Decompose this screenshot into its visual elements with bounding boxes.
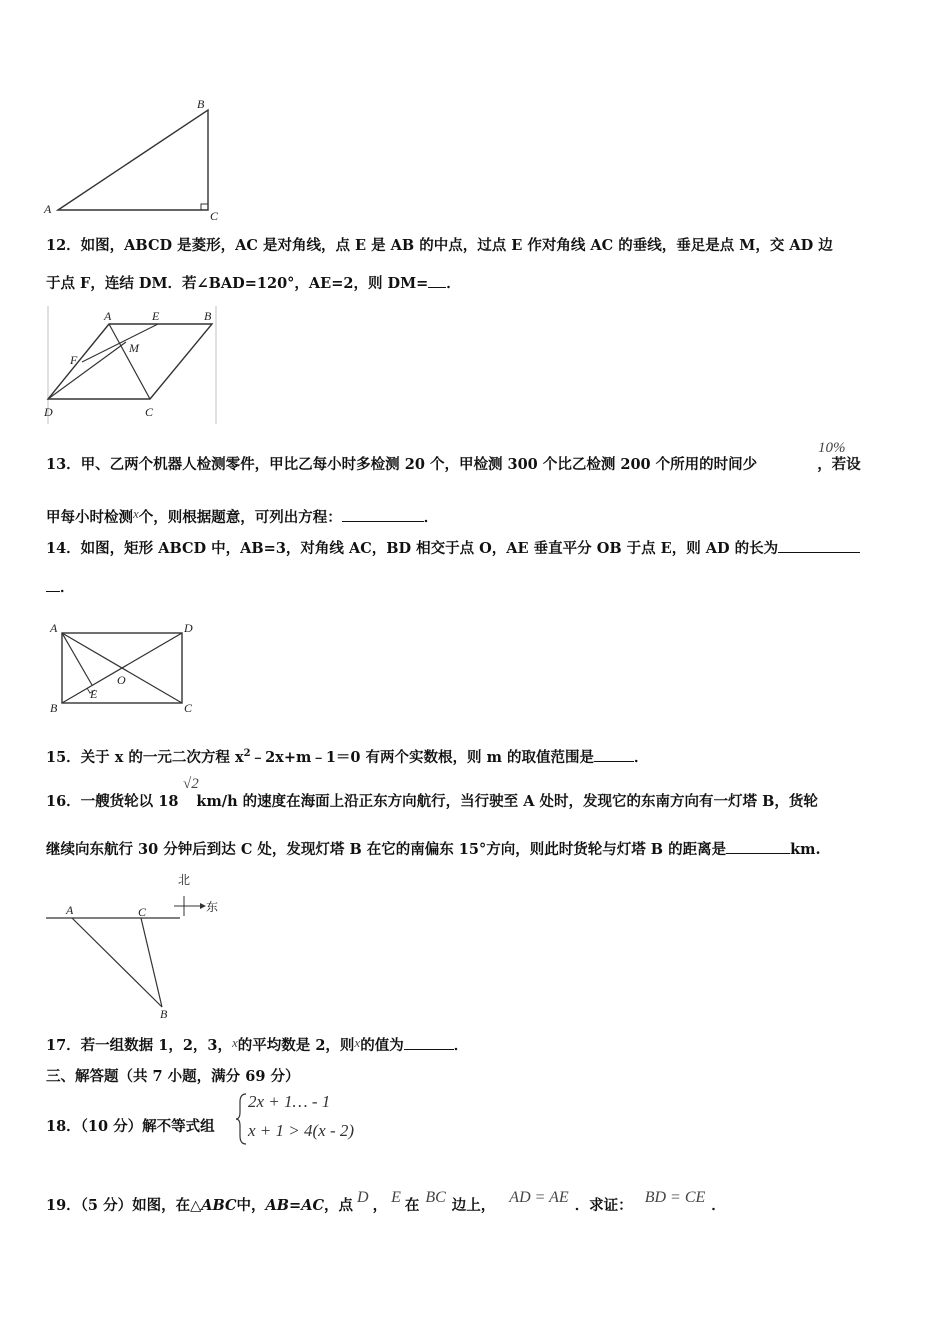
inequality-1: 2x + 1… - 1 (248, 1092, 331, 1111)
sqrt-2: √2 (183, 776, 199, 792)
question-16-text-d: km. (790, 841, 821, 858)
label-north: 北 (178, 873, 191, 887)
question-15 (46, 744, 648, 768)
label-c: C (145, 405, 154, 419)
question-19-end: ． (711, 1197, 726, 1214)
text-bian: 边上， (451, 1197, 496, 1214)
figure-rectangle (44, 618, 204, 718)
label-f: F (70, 353, 78, 367)
question-14-end: ． (60, 579, 75, 596)
label-a: A (104, 309, 112, 323)
question-13-end: ． (423, 509, 439, 526)
label-c: C (210, 209, 219, 223)
question-19-text-a: 19．（5 分）如图，在△ (46, 1197, 202, 1214)
question-17-end: ． (453, 1037, 469, 1054)
goal-bd-ce: BD = CE (644, 1189, 706, 1206)
system-brace (236, 1092, 248, 1146)
text-prove: ．求证： (574, 1197, 633, 1214)
label-b: B (160, 1007, 168, 1021)
question-15-text-b: ﹣2x+m﹣1＝0 有两个实数根，则 m 的取值范围是 (250, 748, 594, 766)
comma: ， (372, 1197, 388, 1214)
condition-ad-ae: AD = AE (509, 1189, 569, 1206)
answer-blank[interactable] (594, 748, 634, 762)
text-zai: 在 (404, 1197, 420, 1214)
answer-blank[interactable] (404, 1036, 454, 1050)
figure-rhombus (40, 306, 220, 424)
question-19-text-c: ，点 (324, 1197, 353, 1214)
right-angle-mark (201, 204, 208, 210)
question-15-text-a: 15．关于 x 的一元二次方程 x (46, 748, 244, 766)
label-east: 东 (206, 900, 219, 914)
question-12-line-2 (46, 274, 461, 294)
question-14-line-1 (46, 539, 860, 559)
question-13-line-1 (46, 455, 861, 475)
label-b: B (204, 309, 212, 323)
label-a: A (44, 202, 52, 216)
point-d: D (357, 1189, 369, 1206)
variable-x: x (354, 1035, 361, 1050)
question-17-text-c: 的值为 (360, 1037, 404, 1054)
condition-ab-ac: AB=AC (265, 1197, 324, 1214)
question-13-text-d: 个，则根据题意，可列出方程： (138, 509, 342, 526)
answer-blank[interactable] (342, 508, 424, 522)
diagonal-ac (109, 324, 150, 399)
variable-x: x (232, 1035, 238, 1050)
triangle-name: ABC (201, 1197, 237, 1214)
segment-cb (141, 918, 162, 1007)
question-19-text-b: 中， (236, 1197, 266, 1214)
question-13-text-b: ，若设 (817, 456, 861, 473)
question-17 (46, 1033, 468, 1056)
question-16-line-2 (46, 840, 821, 860)
question-12-text: 于点 F，连结 DM．若∠BAD=120°，AE=2，则 DM= (46, 275, 429, 292)
question-16-text-a: 16．一艘货轮以 18 (46, 793, 179, 810)
answer-blank[interactable] (778, 539, 860, 553)
question-13-line-2 (46, 504, 438, 528)
label-e: E (90, 687, 98, 701)
answer-blank-cont[interactable] (46, 578, 60, 592)
inequality-2: x + 1 > 4(x - 2) (248, 1121, 355, 1140)
question-16-line-1 (46, 792, 818, 812)
question-18-label: 18．（10 分）解不等式组 (46, 1118, 215, 1135)
exponent-2: 2 (243, 748, 251, 759)
answer-blank[interactable] (428, 274, 446, 288)
label-b: B (197, 97, 205, 111)
question-19 (46, 1188, 726, 1216)
segment-ab (72, 918, 162, 1007)
label-c: C (138, 905, 147, 919)
triangle-abc (58, 110, 208, 210)
label-e: E (152, 309, 160, 323)
label-d: D (184, 621, 193, 635)
answer-blank[interactable] (726, 840, 790, 854)
percent-10: 10% (818, 440, 846, 456)
label-a: A (66, 903, 74, 917)
figure-right-triangle (40, 96, 230, 224)
label-o: O (117, 673, 126, 687)
question-14-line-2 (46, 578, 75, 598)
question-16-text-b: km/h 的速度在海面上沿正东方向航行，当行驶至 A 处时，发现它的东南方向有一灯塔 B，货轮 (196, 793, 818, 810)
label-a: A (50, 621, 58, 635)
label-c: C (184, 701, 193, 715)
question-12-end: ． (446, 275, 461, 292)
question-13-text-c: 甲每小时检测 (46, 509, 133, 526)
question-14-text: 14．如图，矩形 ABCD 中，AB=3，对角线 AC，BD 相交于点 O，AE 垂直平分 OB 于点 E，则 AD 的长为 (46, 540, 779, 557)
segment-bc: BC (425, 1189, 446, 1206)
question-17-text-a: 17．若一组数据 1，2，3， (46, 1037, 232, 1054)
question-17-text-b: 的平均数是 2，则 (237, 1037, 355, 1054)
point-e: E (391, 1189, 401, 1206)
label-b: B (50, 701, 58, 715)
question-12-line-1: 12．如图，ABCD 是菱形，AC 是对角线，点 E 是 AB 的中点，过点 E 作对角线 AC 的垂线，垂足是点 M，交 AD 边 (46, 237, 833, 254)
label-m: M (129, 341, 139, 355)
segment-ae (62, 633, 92, 685)
figure-ship-lighthouse (40, 866, 240, 1026)
variable-x: x (133, 506, 139, 521)
section-heading: 三、解答题（共 7 小题，满分 69 分） (46, 1068, 300, 1085)
question-16-text-c: 继续向东航行 30 分钟后到达 C 处，发现灯塔 B 在它的南偏东 15°方向，则此时货轮与灯塔 B 的距离是 (46, 841, 727, 858)
label-d: D (44, 405, 53, 419)
question-15-end: ． (633, 748, 649, 766)
question-13-text-a: 13．甲、乙两个机器人检测零件，甲比乙每小时多检测 20 个，甲检测 300 个比乙检测 200 个所用的时间少 (46, 456, 758, 473)
